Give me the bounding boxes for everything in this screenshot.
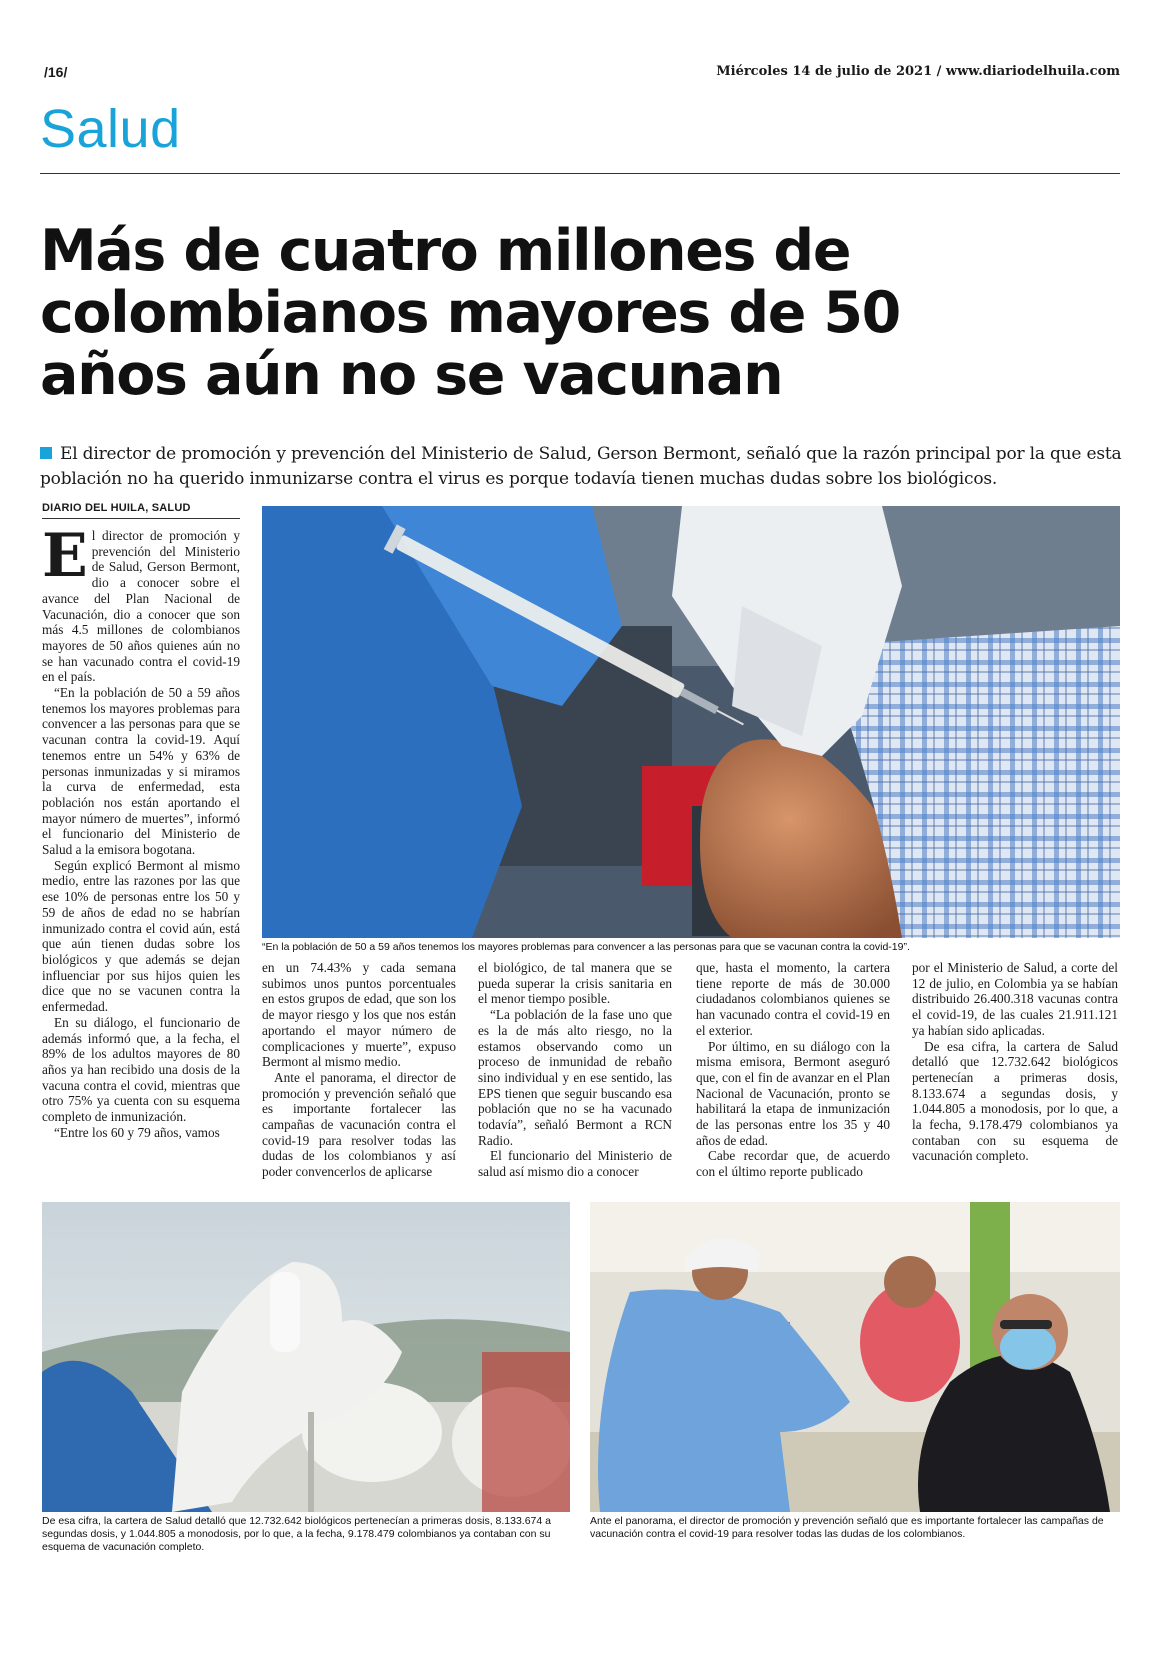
section-title: Salud [40,99,181,159]
paragraph: “La población de la fase uno que es la de más alto riesgo, no la estamos observando como un proceso de inmunidad de rebaño sino individual y en ese sentido, las EPS tienen que seguir buscando esa población que no se ha vacunado todavía”, señaló Bermont a RCN Radio. [478,1007,672,1148]
paragraph: De esa cifra, la cartera de Salud detalló que 12.732.642 biológicos pertenecían a primeras dosis, 8.133.674 a segundas dosis, y 1.044.805 a monodosis, por lo que, a la fecha, 9.178.479 colombianos ya contaban con su esquema de vacunación completo. [912,1038,1118,1164]
deck-text: El director de promoción y prevención del Ministerio de Salud, Gerson Bermont, señaló que la razón principal por la que esta población no ha querido inmunizarse contra el virus es porque todavía tienen muchas dudas sobre los biológicos. [40,444,1122,489]
headline [40,220,1120,406]
paragraph: El funcionario del Ministerio de salud así mismo dio a conocer [478,1148,672,1180]
bottom-right-caption: Ante el panorama, el director de promoción y prevención señaló que es importante fortalecer las campañas de vacunación contra el covid-19 para resolver todas las dudas de los colombianos. [590,1515,1104,1540]
paragraph: Ante el panorama, el director de promoción y prevención señaló que es importante fortalecer las campañas de vacunación contra el covid-19 para resolver todas las dudas de los colombianos y así poder convencerlos de aplicarse [262,1069,456,1180]
main-photo-caption: “En la población de 50 a 59 años tenemos los mayores problemas para convencer a las personas para que se vacunan contra la covid-19”. [262,941,910,953]
bottom-right-photo-vaccination-center [590,1202,1120,1512]
paragraph: “Entre los 60 y 79 años, vamos [54,1124,220,1140]
paragraph: por el Ministerio de Salud, a corte del 12 de julio, en Colombia ya se habían distribuido 26.400.318 vacunas contra el covid-19, de las cuales 21.911.121 ya habían sido aplicadas. [912,960,1118,1038]
paragraph: l director de promoción y prevención del Ministerio de Salud, Gerson Bermont, dio a conocer sobre el avance del Plan Nacional de Vacunación, dio a conocer que son más 4.5 millones de colombianos mayores de 50 años quienes aún no se han vacunado contra el covid-19 en el país. [42,528,240,685]
bottom-left-photo-vial [42,1202,570,1512]
bottom-left-caption: De esa cifra, la cartera de Salud detalló que 12.732.642 biológicos pertenecían a primeras dosis, 8.133.674 a segundas dosis, y 1.044.805 a monodosis, por lo que, a la fecha, 9.178.479 colombianos ya contaban con su esquema de vacunación completo. [42,1515,551,1553]
square-bullet-icon [40,447,52,459]
bottom-right-photo-illustration [590,1202,1120,1512]
article-column-2 [262,960,456,1180]
page-folio: /16/ [44,64,68,80]
paragraph: Por último, en su diálogo con la misma emisora, Bermont aseguró que, con el fin de avanzar en el Plan Nacional de Vacunación, pronto se habilitará la etapa de inmunización de las personas entre los 35 y 40 años de edad. [696,1038,890,1148]
article-column-4 [696,960,890,1180]
article-column-3 [478,960,672,1180]
headline-line: Más de cuatro millones de [40,218,851,284]
paragraph: en un 74.43% y cada semana subimos unos puntos porcentuales en estos grupos de edad, que son los de mayor riesgo y los que nos están aportando el mayor número de complicaciones y muerte”, expuso Bermont al mismo medio. [262,960,456,1070]
headline-line: colombianos mayores de 50 [40,280,900,346]
header-rule [40,173,1120,174]
paragraph: que, hasta el momento, la cartera tiene reporte de más de 30.000 ciudadanos colombianos quienes se han vacunado contra el covid-19 en el exterior. [696,960,890,1038]
paragraph: el biológico, de tal manera que se pueda superar la crisis sanitaria en el menor tiempo posible. [478,960,672,1007]
paragraph: En su diálogo, el funcionario de además informó que, a la fecha, el 89% de los adultos mayores de 80 años ya han recibido una dosis de la vacuna contra el covid, mientras que otro 75% ya cuenta con su esquema completo de inmunización. [42,1014,240,1125]
dateline: Miércoles 14 de julio de 2021 / www.diariodelhuila.com [716,64,1120,79]
article-column-5 [912,960,1118,1164]
main-photo-vaccination [262,506,1120,938]
paragraph: Cabe recordar que, de acuerdo con el último reporte publicado [696,1148,890,1180]
article-column-1 [42,521,240,1140]
bottom-left-photo-illustration [42,1202,570,1512]
main-photo-illustration [262,506,1120,938]
headline-line: años aún no se vacunan [40,342,783,408]
deck [40,442,1125,492]
paragraph: “En la población de 50 a 59 años tenemos los mayores problemas para convencer a las personas para que se vacunan contra la covid-19. Aquí tenemos entre un 54% y 63% de personas inmunizadas y si miramos la curva de enfermedad, esta población nos están aportando el mayor número de muertes”, informó el funcionario del Ministerio de Salud a la emisora bogotana. [42,685,240,858]
byline: DIARIO DEL HUILA, SALUD [42,502,240,519]
drop-cap: E [42,521,88,591]
paragraph: Según explicó Bermont al mismo medio, entre las razones por las que ese 10% de personas entre los 50 y 59 de años de edad no se habrían inmunizado contra el covid aún, está que aún tienen dudas sobre los biológicos y que además se dejan influenciar por sus hijos quien les dice que no se vacunen contra la enfermedad. [42,857,240,1015]
